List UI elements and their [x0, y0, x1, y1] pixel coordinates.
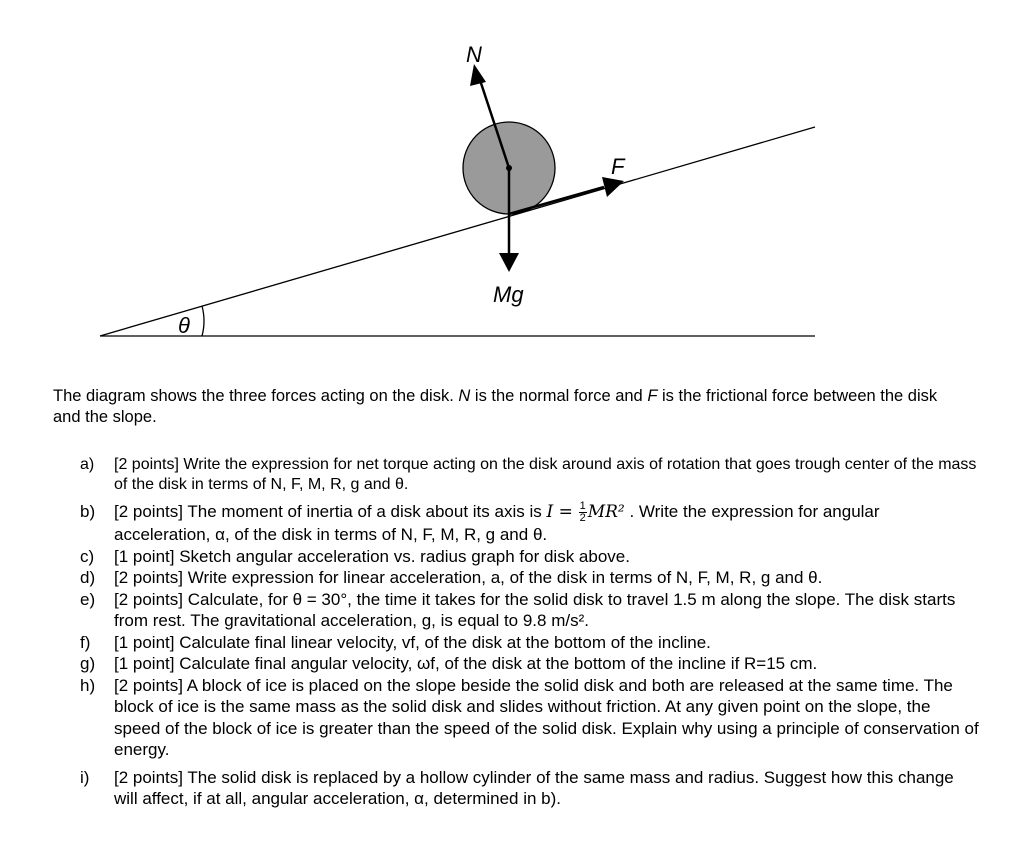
- normal-force-arrowhead: [470, 64, 486, 86]
- angle-label: θ: [178, 313, 190, 338]
- question-e: [80, 589, 980, 632]
- question-a: [80, 455, 980, 495]
- intro-text-2: is the normal force and: [470, 387, 648, 405]
- incline-line: [100, 127, 815, 336]
- normal-force-label: N: [466, 42, 482, 67]
- question-text-cont: . Write the expression for angular acceleration, α, of the disk in terms of N, F, M, R, g and θ.: [114, 502, 880, 545]
- incline-force-diagram: [0, 0, 1024, 380]
- question-label: c): [80, 546, 95, 566]
- question-label: e): [80, 589, 96, 609]
- question-label: h): [80, 675, 96, 695]
- intro-n-symbol: N: [458, 387, 471, 405]
- fraction-denominator: 2: [579, 512, 586, 525]
- question-h: [80, 675, 980, 761]
- question-label: g): [80, 654, 96, 674]
- weight-label: Mg: [493, 282, 524, 307]
- question-text: [1 point] Calculate final linear velocity, vf, of the disk at the bottom of the incline.: [114, 632, 711, 652]
- question-list: [80, 455, 980, 810]
- question-text: [2 points] A block of ice is placed on the slope beside the solid disk and both are released at the same time. The block of ice is the same mass as the solid disk and slides without friction. At any given point on the slope, the speed of the block of ice is greater than the speed of the solid disk. Explain why using a principle of conservation of energy.: [114, 675, 979, 760]
- intro-text-3: is the frictional force between the disk and the slope.: [53, 387, 938, 426]
- question-label: f): [80, 632, 91, 652]
- question-label: i): [80, 767, 90, 787]
- question-text: [1 point] Sketch angular acceleration vs. radius graph for disk above.: [114, 546, 630, 566]
- fraction-numerator: 1: [579, 500, 586, 513]
- formula-lhs: I =: [546, 502, 573, 522]
- question-f: [80, 632, 980, 654]
- question-label: a): [80, 456, 95, 473]
- question-b: [80, 501, 980, 546]
- question-label: b): [80, 502, 96, 521]
- friction-arrowhead: [602, 177, 624, 197]
- question-text: [1 point] Calculate final angular velocity, ωf, of the disk at the bottom of the incline if R=15 cm.: [114, 654, 818, 674]
- weight-arrowhead: [499, 253, 519, 272]
- formula-rhs: MR²: [587, 502, 625, 522]
- intro-text-1: The diagram shows the three forces acting on the disk.: [53, 387, 459, 405]
- angle-arc: [202, 306, 204, 336]
- intro-f-symbol: F: [647, 387, 658, 405]
- question-g: [80, 653, 980, 675]
- question-label: d): [80, 568, 96, 588]
- question-c: [80, 546, 980, 568]
- question-text: [2 points] Calculate, for θ = 30°, the time it takes for the solid disk to travel 1.5 m along the slope. The disk starts from rest. The gravitational acceleration, g, is equal to 9.8 m/s².: [114, 589, 956, 631]
- friction-label: F: [611, 154, 625, 179]
- question-d: [80, 567, 980, 589]
- question-i: [80, 767, 980, 810]
- question-text: [2 points] The moment of inertia of a disk about its axis is: [114, 502, 547, 521]
- question-text: [2 points] Write the expression for net torque acting on the disk around axis of rotation that goes trough center of the mass of the disk in terms of N, F, M, R, g and θ.: [114, 456, 977, 493]
- intro-paragraph: [53, 386, 953, 428]
- question-text: [2 points] Write expression for linear acceleration, a, of the disk in terms of N, F, M, R, g and θ.: [114, 568, 823, 588]
- fraction-half: [579, 501, 587, 524]
- question-text: [2 points] The solid disk is replaced by a hollow cylinder of the same mass and radius. Suggest how this change will affect, if at all, angular acceleration, α, determined in b).: [114, 767, 954, 809]
